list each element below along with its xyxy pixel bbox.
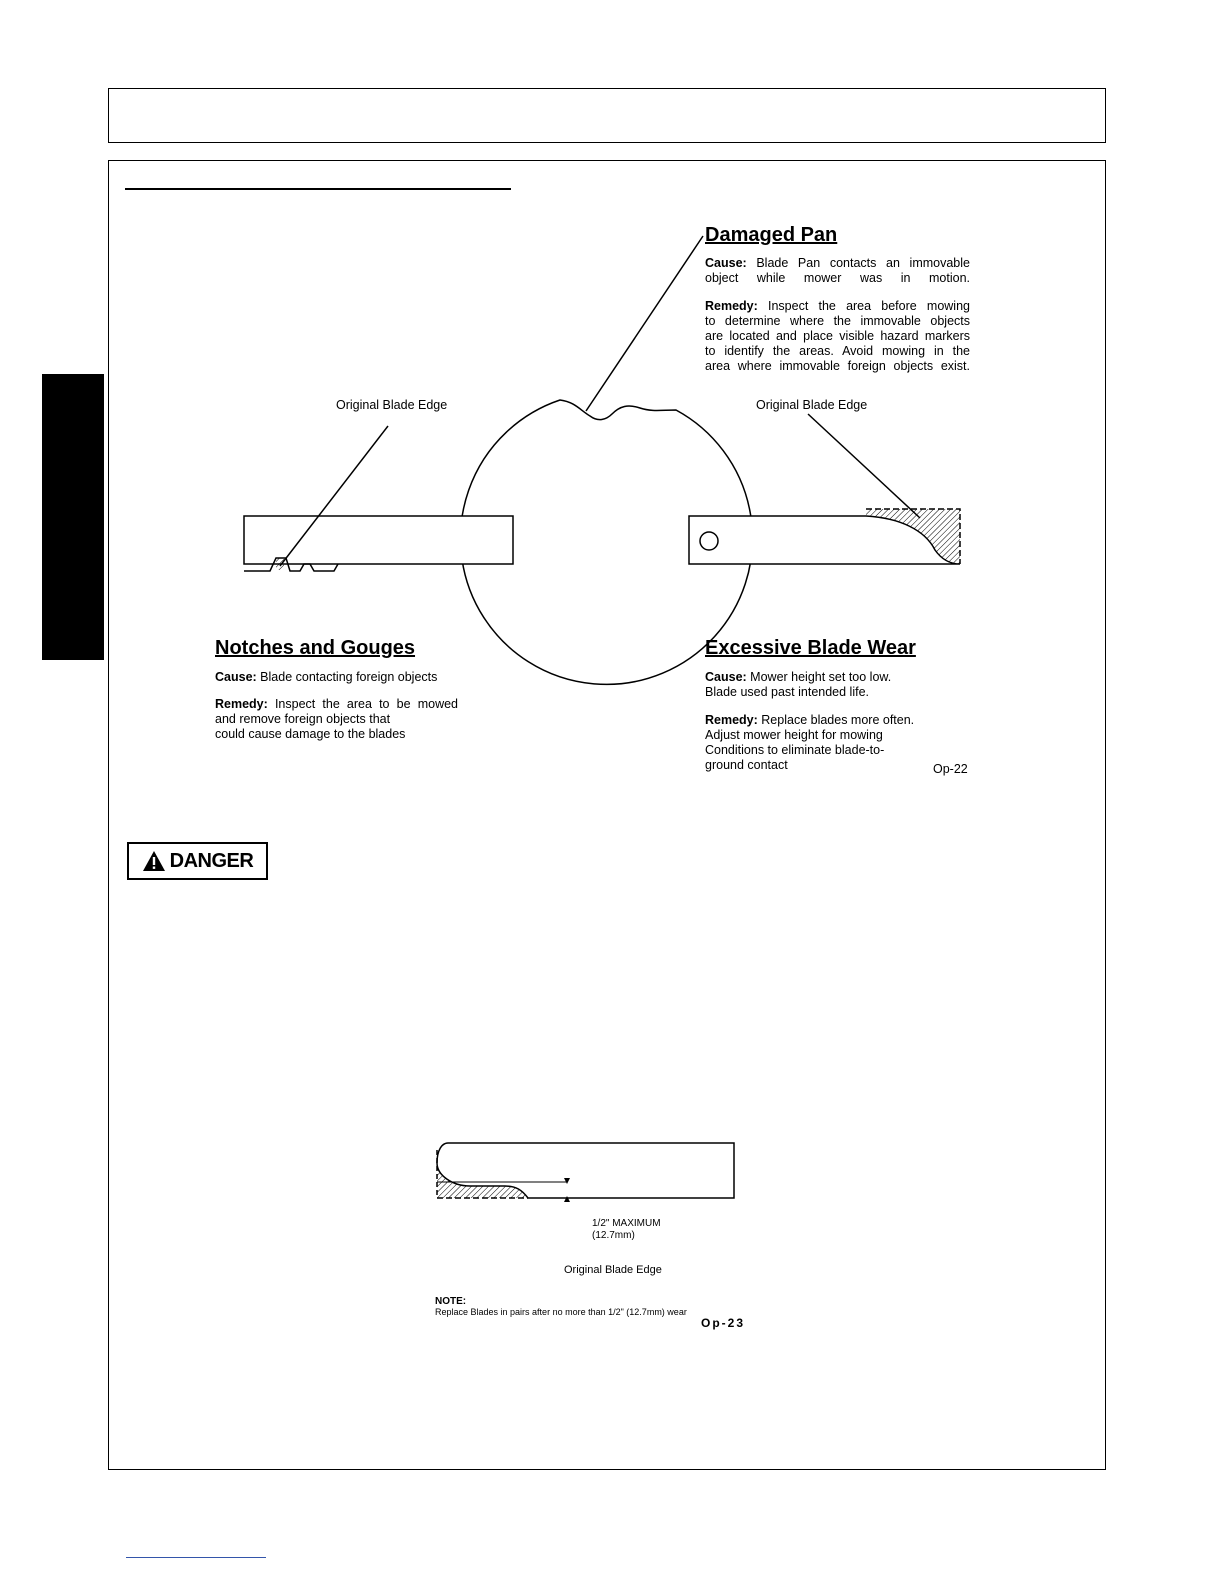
warning-triangle-icon [142, 850, 166, 872]
right-blade-leader [808, 414, 920, 518]
notches-remedy-line: could cause damage to the blades [215, 727, 406, 741]
danger-text: DANGER [169, 849, 254, 872]
damaged-pan-cause-line: Cause: Blade Pan contacts an immovable [705, 256, 970, 270]
right-blade-bolt-hole [700, 532, 718, 550]
wear-remedy-line: ground contact [705, 758, 788, 772]
notches-remedy-line: and remove foreign objects that [215, 712, 391, 726]
wear-remedy-line: Remedy: Replace blades more often. [705, 713, 915, 727]
damaged-pan-remedy-line: Remedy: Inspect the area before mowing [705, 299, 970, 313]
notches-remedy [215, 697, 458, 742]
damaged-pan-cause [705, 256, 970, 286]
note-title: NOTE: [435, 1296, 467, 1307]
damaged-pan-remedy-line: are located and place visible hazard markers [705, 329, 970, 343]
wear-title: Excessive Blade Wear [705, 637, 916, 659]
notches-remedy-line: Remedy: Inspect the area to be mowed [215, 697, 458, 711]
damaged-pan-title: Damaged Pan [705, 224, 838, 246]
damaged-pan-remedy [705, 299, 970, 374]
damaged-pan-remedy-line: to determine where the immovable objects [705, 314, 970, 328]
wear-remedy-line: Adjust mower height for mowing [705, 728, 883, 742]
damaged-pan-cause-line: object while mower was in motion. [705, 271, 970, 285]
max-wear-line2: (12.7mm) [592, 1230, 635, 1241]
damaged-pan-remedy-line: to identify the areas. Avoid mowing in the [705, 344, 970, 358]
notches-cause [215, 670, 458, 685]
right-blade-label: Original Blade Edge [756, 398, 868, 412]
danger-signal-word [127, 842, 268, 880]
note-text: Replace Blades in pairs after no more than 1/2" (12.7mm) wear [435, 1307, 687, 1317]
wear-cause-line: Blade used past intended life. [705, 685, 870, 699]
left-blade-label: Original Blade Edge [336, 398, 448, 412]
notches-title: Notches and Gouges [215, 637, 416, 659]
max-wear-line1: 1/2" MAXIMUM [592, 1218, 661, 1229]
figure2-blade-label: Original Blade Edge [564, 1264, 662, 1276]
damaged-pan-leader [586, 236, 703, 411]
notches-cause-line: Cause: Blade contacting foreign objects [215, 670, 438, 684]
figure2-id: Op-23 [701, 1316, 746, 1330]
wear-remedy [705, 713, 945, 773]
figure1-id: Op-22 [933, 762, 968, 776]
wear-remedy-line: Conditions to eliminate blade-to- [705, 743, 885, 757]
footer-rule [126, 1557, 266, 1558]
left-blade [244, 516, 513, 564]
wear-cause [705, 670, 945, 700]
wear-cause-line: Cause: Mower height set too low. [705, 670, 892, 684]
damaged-pan-remedy-line: area where immovable foreign objects exist. [705, 359, 970, 373]
